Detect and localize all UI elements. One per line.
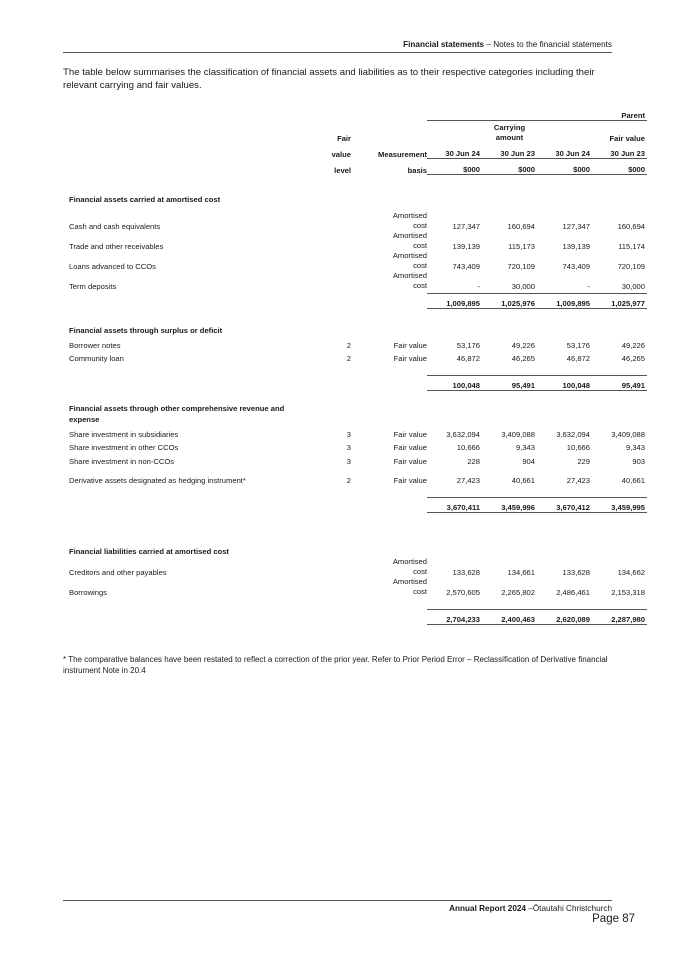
fv-level-header-1: Fair bbox=[337, 133, 351, 143]
value-cell: 115,174 bbox=[618, 241, 646, 251]
measurement-basis-line-1: Amortised bbox=[392, 270, 427, 280]
empty-cell bbox=[309, 191, 357, 205]
value-cell: 53,176 bbox=[456, 340, 480, 350]
fair-value-level bbox=[309, 211, 357, 231]
spacer-row bbox=[63, 308, 647, 323]
value-cell: 40,661 bbox=[621, 476, 646, 485]
section-title-row bbox=[63, 403, 647, 425]
empty-cell bbox=[357, 609, 427, 624]
subtotal-cell: 3,670,411 bbox=[427, 498, 482, 513]
financial-classification-table bbox=[63, 106, 647, 625]
spacer-row bbox=[63, 391, 647, 404]
value-cell: 904 bbox=[522, 456, 535, 466]
subtotal-cell: 100,048 bbox=[427, 376, 482, 391]
table-row bbox=[63, 251, 647, 271]
value-cell: 139,139 bbox=[452, 241, 480, 251]
row-label: Share investment in subsidiaries bbox=[69, 429, 179, 439]
fair-value-level: 3 bbox=[346, 429, 351, 439]
fair-value-level: 3 bbox=[346, 456, 351, 466]
measurement-basis bbox=[357, 231, 427, 251]
subtotal-row bbox=[63, 293, 647, 308]
subtotal-cell: 2,287,980 bbox=[592, 609, 647, 624]
value-cell: 160,694 bbox=[507, 221, 535, 231]
fair-value-level bbox=[309, 251, 357, 271]
section-title: Financial assets carried at amortised cost bbox=[69, 194, 221, 204]
unit-header-1: $000 bbox=[427, 159, 482, 175]
subtotal-cell: 2,400,463 bbox=[482, 609, 537, 624]
value-cell: 127,347 bbox=[452, 221, 480, 231]
row-label: Share investment in non-CCOs bbox=[69, 456, 175, 466]
empty-cell bbox=[537, 403, 592, 425]
value-cell: 40,661 bbox=[511, 476, 535, 485]
unit-header-4: $000 bbox=[592, 159, 647, 175]
measurement-basis bbox=[357, 251, 427, 271]
value-cell: 49,226 bbox=[621, 340, 646, 350]
spacer-row bbox=[63, 175, 647, 192]
value-cell: 133,628 bbox=[452, 567, 480, 577]
carrying-amount-header: Carrying amount bbox=[482, 120, 537, 143]
measurement-basis-line-1: Amortised bbox=[392, 576, 427, 586]
value-cell: 2,570,605 bbox=[446, 587, 480, 597]
empty-cell bbox=[309, 293, 357, 308]
value-cell: 49,226 bbox=[511, 340, 535, 350]
empty-cell bbox=[427, 191, 482, 205]
empty-cell bbox=[357, 498, 427, 513]
section-title: Financial assets through other comprehensive revenue and expense bbox=[69, 404, 285, 424]
value-cell: 9,343 bbox=[626, 443, 646, 452]
subtotal-cell: 3,459,995 bbox=[592, 498, 647, 513]
value-cell: 10,666 bbox=[456, 443, 480, 452]
measurement-basis bbox=[357, 211, 427, 231]
value-cell: 743,409 bbox=[562, 261, 590, 271]
subtotal-cell: 2,704,233 bbox=[427, 609, 482, 624]
value-cell: 133,628 bbox=[562, 567, 590, 577]
section-title-row bbox=[63, 543, 647, 557]
table-row bbox=[63, 452, 647, 466]
empty-cell bbox=[309, 543, 357, 557]
intro-paragraph: The table below summarises the classification of financial assets and liabilities as to their respective categories including their relevant carrying and fair values. bbox=[63, 67, 595, 91]
unit-header-2: $000 bbox=[482, 159, 537, 175]
col-header-2: 30 Jun 23 bbox=[500, 149, 535, 158]
subtotal-cell: 1,009,895 bbox=[427, 293, 482, 308]
row-label: Share investment in other CCOs bbox=[69, 443, 179, 452]
table-row bbox=[63, 472, 647, 486]
col-header-3: 30 Jun 24 bbox=[555, 149, 590, 158]
unit-header-3: $000 bbox=[537, 159, 592, 175]
value-cell: 903 bbox=[632, 456, 646, 466]
value-cell: 127,347 bbox=[562, 221, 590, 231]
footnote: * The comparative balances have been restated to reflect a correction of the prior year. Refer to Prior Period Error – Reclassification of Derivative financial instrument Note in 20.4 bbox=[63, 655, 608, 675]
table-row bbox=[63, 577, 647, 597]
measurement-basis-line-2: cost bbox=[413, 280, 427, 290]
value-cell: 2,486,461 bbox=[556, 587, 590, 597]
empty-cell bbox=[309, 498, 357, 513]
empty-cell bbox=[309, 609, 357, 624]
table-row bbox=[63, 439, 647, 453]
fair-value-level: 3 bbox=[346, 443, 351, 452]
fair-value-level bbox=[309, 271, 357, 291]
empty-cell bbox=[427, 543, 482, 557]
footer-city: –Ōtautahi Christchurch bbox=[525, 904, 612, 913]
footer-report: Annual Report 2024 bbox=[449, 904, 526, 913]
subtotal-cell: 1,025,977 bbox=[592, 293, 647, 308]
subtotal-cell: 95,491 bbox=[592, 376, 647, 391]
measurement-basis-line-2: cost bbox=[413, 260, 427, 270]
section-title: Financial liabilities carried at amortised cost bbox=[69, 546, 229, 556]
fair-value-level: 2 bbox=[346, 476, 351, 485]
value-cell: 2,265,802 bbox=[501, 587, 535, 597]
header-section: Financial statements bbox=[403, 40, 485, 49]
table-row bbox=[63, 557, 647, 577]
section-title: Financial assets through surplus or deficit bbox=[69, 326, 223, 335]
page-footer bbox=[63, 900, 612, 913]
value-cell: 229 bbox=[577, 456, 590, 466]
subtotal-row bbox=[63, 498, 647, 513]
basis-header-2: basis bbox=[407, 165, 427, 175]
empty-cell bbox=[63, 376, 309, 391]
col-header-1: 30 Jun 24 bbox=[445, 149, 480, 158]
table-row bbox=[63, 350, 647, 364]
empty-cell bbox=[592, 543, 647, 557]
value-cell: 46,265 bbox=[511, 354, 535, 363]
empty-cell bbox=[63, 609, 309, 624]
fair-value-header: Fair value bbox=[592, 120, 647, 143]
row-label: Derivative assets designated as hedging instrument* bbox=[69, 476, 246, 485]
value-cell: 139,139 bbox=[562, 241, 590, 251]
subtotal-cell: 100,048 bbox=[537, 376, 592, 391]
empty-cell bbox=[482, 191, 537, 205]
measurement-basis: Fair value bbox=[393, 340, 427, 350]
measurement-basis-line-2: cost bbox=[413, 220, 427, 230]
empty-cell bbox=[482, 323, 537, 337]
subtotal-cell: 3,670,412 bbox=[537, 498, 592, 513]
subtotal-row bbox=[63, 609, 647, 624]
value-cell: 30,000 bbox=[511, 281, 535, 291]
measurement-basis: Fair value bbox=[393, 443, 427, 452]
page-header bbox=[63, 40, 612, 53]
empty-cell bbox=[357, 293, 427, 308]
value-cell: 53,176 bbox=[566, 340, 590, 350]
section-title-row bbox=[63, 191, 647, 205]
value-cell: 3,632,094 bbox=[446, 429, 480, 439]
measurement-basis-line-1: Amortised bbox=[392, 210, 427, 220]
value-cell: 720,109 bbox=[507, 261, 535, 271]
header-subtitle: – Notes to the financial statements bbox=[484, 40, 612, 49]
value-cell: 2,153,318 bbox=[611, 587, 646, 597]
value-cell: 3,409,088 bbox=[501, 429, 535, 439]
value-cell: 46,872 bbox=[566, 354, 590, 363]
value-cell: 9,343 bbox=[515, 443, 535, 452]
subtotal-cell: 1,025,976 bbox=[482, 293, 537, 308]
table-row bbox=[63, 271, 647, 291]
row-label: Cash and cash equivalents bbox=[69, 221, 161, 231]
value-cell: - bbox=[477, 281, 480, 291]
empty-cell bbox=[357, 543, 427, 557]
row-label: Loans advanced to CCOs bbox=[69, 261, 156, 271]
fv-level-header-2: value bbox=[331, 149, 351, 159]
empty-cell bbox=[63, 498, 309, 513]
fair-value-level: 2 bbox=[346, 340, 351, 350]
value-cell: 3,632,094 bbox=[556, 429, 590, 439]
measurement-basis: Fair value bbox=[393, 354, 427, 363]
empty-cell bbox=[63, 293, 309, 308]
value-cell: - bbox=[587, 281, 590, 291]
col-header-4: 30 Jun 23 bbox=[610, 149, 646, 158]
subtotal-cell: 1,009,895 bbox=[537, 293, 592, 308]
empty-cell bbox=[357, 191, 427, 205]
value-cell: 134,661 bbox=[507, 567, 535, 577]
table-row bbox=[63, 425, 647, 439]
fv-level-header-3: level bbox=[334, 165, 351, 175]
value-cell: 30,000 bbox=[621, 281, 646, 291]
row-label: Term deposits bbox=[69, 281, 117, 291]
spacer-row bbox=[63, 513, 647, 544]
table-row bbox=[63, 336, 647, 350]
empty-cell bbox=[482, 543, 537, 557]
row-label: Community loan bbox=[69, 354, 124, 363]
page-number: Page 87 bbox=[592, 913, 635, 925]
empty-cell bbox=[357, 376, 427, 391]
empty-cell bbox=[592, 323, 647, 337]
empty-cell bbox=[357, 323, 427, 337]
empty-cell bbox=[427, 403, 482, 425]
empty-cell bbox=[427, 323, 482, 337]
spacer-row bbox=[63, 485, 647, 498]
row-label: Trade and other receivables bbox=[69, 241, 164, 251]
empty-cell bbox=[537, 543, 592, 557]
value-cell: 228 bbox=[467, 456, 480, 466]
measurement-basis-line-1: Amortised bbox=[392, 250, 427, 260]
measurement-basis-line-1: Amortised bbox=[392, 230, 427, 240]
parent-group-header: Parent bbox=[621, 110, 646, 120]
empty-cell bbox=[482, 403, 537, 425]
empty-cell bbox=[592, 191, 647, 205]
subtotal-cell: 3,459,996 bbox=[482, 498, 537, 513]
fair-value-level: 2 bbox=[346, 354, 351, 363]
measurement-basis-line-2: cost bbox=[413, 240, 427, 250]
value-cell: 160,694 bbox=[617, 221, 646, 231]
value-cell: 10,666 bbox=[566, 443, 590, 452]
value-cell: 720,109 bbox=[617, 261, 646, 271]
subtotal-row bbox=[63, 376, 647, 391]
section-title-row bbox=[63, 323, 647, 337]
spacer-row bbox=[63, 597, 647, 610]
fair-value-level bbox=[309, 231, 357, 251]
value-cell: 115,173 bbox=[508, 241, 535, 251]
value-cell: 134,662 bbox=[617, 567, 646, 577]
measurement-basis bbox=[357, 271, 427, 291]
fair-value-level bbox=[309, 577, 357, 597]
row-label: Borrower notes bbox=[69, 340, 121, 350]
empty-cell bbox=[537, 323, 592, 337]
empty-cell bbox=[309, 403, 357, 425]
measurement-basis-line-1: Amortised bbox=[392, 556, 427, 566]
fair-value-level bbox=[309, 557, 357, 577]
measurement-basis: Fair value bbox=[393, 476, 427, 485]
measurement-basis bbox=[357, 557, 427, 577]
measurement-basis-line-2: cost bbox=[413, 586, 427, 596]
table-row bbox=[63, 231, 647, 251]
subtotal-cell: 95,491 bbox=[482, 376, 537, 391]
empty-cell bbox=[309, 323, 357, 337]
empty-cell bbox=[357, 403, 427, 425]
measurement-basis bbox=[357, 577, 427, 597]
empty-cell bbox=[592, 403, 647, 425]
basis-header-1: Measurement bbox=[378, 149, 427, 159]
value-cell: 27,423 bbox=[566, 476, 590, 485]
empty-cell bbox=[309, 376, 357, 391]
subtotal-cell: 2,620,089 bbox=[537, 609, 592, 624]
value-cell: 46,265 bbox=[621, 354, 646, 363]
table-row bbox=[63, 211, 647, 231]
row-label: Borrowings bbox=[69, 587, 107, 597]
value-cell: 27,423 bbox=[456, 476, 480, 485]
value-cell: 743,409 bbox=[452, 261, 480, 271]
spacer-row bbox=[63, 363, 647, 376]
value-cell: 46,872 bbox=[456, 354, 480, 363]
measurement-basis: Fair value bbox=[393, 456, 427, 466]
value-cell: 3,409,088 bbox=[611, 429, 646, 439]
row-label: Creditors and other payables bbox=[69, 567, 167, 577]
empty-cell bbox=[537, 191, 592, 205]
measurement-basis-line-2: cost bbox=[413, 566, 427, 576]
measurement-basis: Fair value bbox=[393, 429, 427, 439]
